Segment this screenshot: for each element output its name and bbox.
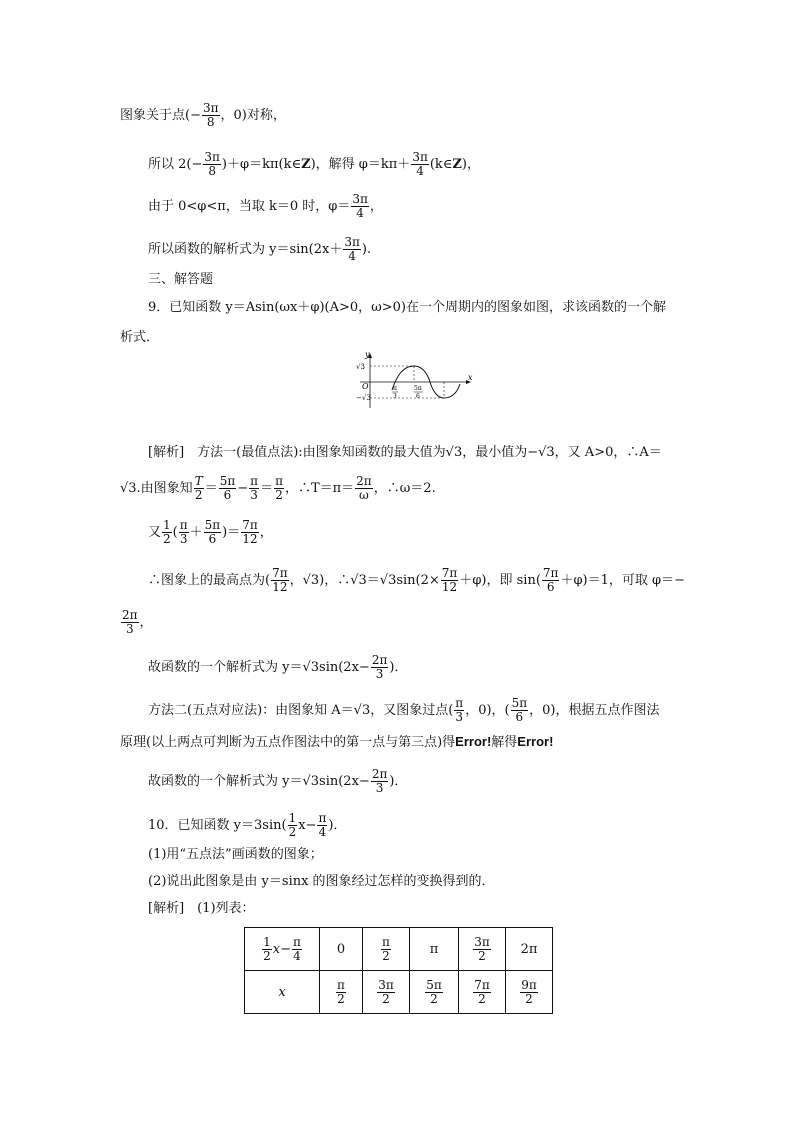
text: )．	[389, 774, 408, 789]
sol-line-3	[148, 519, 273, 546]
x-label: x	[468, 373, 473, 382]
tick-2-num: 5π	[414, 385, 422, 392]
text: 故函数的一个解析式为 y＝√3sin(2x−	[148, 774, 370, 789]
text: −	[237, 481, 249, 496]
sol-line-6	[148, 654, 407, 681]
text: )，	[461, 157, 480, 172]
text: 图象关于点(−	[120, 108, 201, 123]
text: 所以函数的解析式为 y＝sin(2x＋	[148, 242, 343, 257]
fraction	[473, 979, 491, 1006]
text: ，0)对称，	[220, 108, 286, 123]
text: )．	[328, 818, 347, 833]
tick-1-num: π	[393, 385, 397, 392]
den: 3	[250, 488, 258, 502]
num: 7π	[272, 566, 288, 580]
den: 12	[272, 580, 288, 594]
den: 6	[546, 580, 555, 594]
fraction	[203, 151, 221, 178]
table-row	[245, 928, 553, 971]
den: 4	[348, 249, 356, 263]
num: π	[275, 474, 283, 488]
fraction	[121, 609, 139, 636]
question-9-line-1: 9．已知函数 y＝Asin(ωx＋φ)(A>0，ω>0)在一个周期内的图象如图，求该函数的一个解	[148, 300, 666, 315]
text: ，	[259, 525, 273, 540]
den: 6	[515, 710, 524, 724]
num: 7π	[242, 518, 258, 532]
fraction	[473, 936, 491, 963]
line-2	[148, 151, 480, 178]
den: 2	[382, 948, 390, 963]
table-cell	[245, 928, 320, 971]
den: 2	[430, 991, 438, 1006]
tick-1-den: 3	[393, 393, 397, 400]
den: 2	[337, 991, 345, 1006]
num: 3π	[344, 235, 360, 249]
text: ，0)，根据五点作图法	[529, 703, 660, 718]
text: 由于 0<φ<π，当取 k＝0 时，φ＝	[148, 199, 351, 214]
num: π	[292, 934, 301, 949]
num: π	[250, 474, 259, 488]
text: x−	[272, 941, 291, 957]
max-label: √3	[356, 363, 365, 371]
five-point-table	[244, 927, 553, 1014]
text: 原理(以上两点可判断为五点作图法中的第一点与第三点)得	[120, 735, 456, 750]
text: x−	[298, 818, 317, 833]
fraction	[249, 475, 259, 502]
method2-line-3	[148, 768, 407, 795]
text: ，∴T＝π＝	[284, 481, 355, 496]
text: 所以 2(−	[148, 157, 203, 172]
num: T	[194, 474, 203, 488]
num: π	[382, 934, 390, 949]
num: 3π	[204, 150, 220, 164]
table-cell	[363, 928, 410, 971]
num: 5π	[219, 474, 236, 488]
fraction	[520, 979, 538, 1006]
text: 方法二(五点对应法)：由图象知 A＝√3，又图象过点(	[148, 703, 454, 718]
question-10-part-1: (1)用“五点法”画函数的图象；	[148, 847, 323, 862]
method2-line-2	[120, 733, 553, 752]
table-cell	[320, 971, 363, 1014]
den: 2	[478, 991, 486, 1006]
fraction	[343, 236, 361, 263]
question-10-solution: [解析] (1)列表：	[148, 901, 255, 916]
fraction	[511, 697, 529, 724]
num: π	[337, 977, 345, 992]
text: ＝	[260, 481, 274, 496]
num: 3π	[352, 192, 368, 206]
num: 1	[263, 934, 271, 949]
text: 故函数的一个解析式为 y＝√3sin(2x−	[148, 660, 370, 675]
den: 2	[382, 991, 390, 1006]
den: 4	[293, 948, 301, 963]
den: 2	[275, 488, 283, 502]
num: π	[318, 811, 327, 825]
den: 8	[206, 115, 215, 129]
den: 2	[288, 825, 297, 839]
text: 解得	[491, 735, 518, 750]
text: (k∈	[429, 157, 453, 172]
num: 5π	[511, 696, 528, 710]
fraction	[411, 151, 429, 178]
den: 2	[525, 991, 533, 1006]
den: ω	[359, 488, 369, 502]
question-9-line-2: 析式．	[120, 330, 160, 345]
fraction	[336, 979, 346, 1006]
line-1	[120, 102, 286, 129]
text: ＝	[204, 481, 218, 496]
num: 7π	[474, 977, 490, 992]
text: ＋φ)＝1，可取 φ＝−	[560, 573, 686, 588]
num: 9π	[521, 977, 537, 992]
table-cell: π	[410, 928, 459, 971]
den: 12	[242, 532, 258, 546]
den: 4	[318, 825, 327, 839]
text: )，解得 φ＝kπ＋	[310, 157, 411, 172]
num: 2π	[371, 653, 388, 667]
den: 12	[441, 580, 458, 594]
table-cell: 0	[320, 928, 363, 971]
num: 1	[288, 811, 297, 825]
num: 3π	[202, 101, 219, 115]
den: 3	[455, 710, 464, 724]
text: 10．已知函数 y＝3sin(	[148, 818, 287, 833]
fraction	[262, 936, 272, 963]
tick-2-den: 6	[416, 393, 420, 400]
den: 2	[163, 532, 171, 546]
question-10	[148, 812, 346, 839]
text: ，	[139, 615, 153, 630]
section-heading: 三、解答题	[148, 272, 214, 287]
text: 又	[148, 525, 162, 540]
sine-graph	[356, 352, 476, 410]
num: π	[179, 518, 188, 532]
den: 8	[208, 164, 216, 178]
text: Z	[301, 157, 311, 172]
fraction	[179, 519, 189, 546]
line-3	[148, 193, 383, 220]
fraction	[351, 193, 369, 220]
text: √3.由图象知	[120, 481, 193, 496]
num: 3π	[378, 977, 394, 992]
table-cell: 2π	[506, 928, 553, 971]
fraction	[202, 102, 220, 129]
num: π	[455, 696, 464, 710]
text: Z	[452, 157, 462, 172]
fraction	[162, 519, 172, 546]
text: ∴图象上的最高点为(	[148, 573, 271, 588]
den: 2	[194, 488, 203, 502]
text: Error!	[455, 734, 492, 749]
y-label: y	[365, 352, 370, 359]
fraction	[371, 654, 389, 681]
fraction	[219, 475, 237, 502]
question-10-part-2: (2)说出此图象是由 y＝sinx 的图象经过怎样的变换得到的．	[148, 874, 495, 889]
num: 2π	[371, 767, 388, 781]
sol-line-1: [解析] 方法一(最值点法):由图象知函数的最大值为√3，最小值为−√3，又 A>0，∴A＝	[148, 445, 662, 460]
fraction	[441, 567, 459, 594]
fraction	[377, 979, 395, 1006]
den: 2	[478, 948, 486, 963]
fraction	[317, 812, 327, 839]
text: ＋	[189, 525, 203, 540]
den: 4	[416, 164, 424, 178]
num: 3π	[474, 934, 490, 949]
method2-line-1	[148, 697, 659, 724]
text: Error!	[517, 734, 554, 749]
den: 3	[375, 667, 384, 681]
text: ).	[361, 242, 372, 257]
den: 4	[356, 206, 364, 220]
text: )＝	[222, 525, 241, 540]
fraction	[194, 475, 204, 502]
fraction	[381, 936, 391, 963]
line-4	[148, 236, 371, 263]
num: 7π	[542, 566, 559, 580]
text: ，∴ω＝2.	[373, 481, 436, 496]
fraction	[204, 519, 222, 546]
fraction	[355, 475, 373, 502]
sol-line-2	[120, 475, 436, 502]
table-cell	[459, 928, 506, 971]
fraction	[292, 936, 302, 963]
num: 2π	[122, 608, 138, 622]
den: 3	[179, 532, 188, 546]
table-cell	[410, 971, 459, 1014]
fraction	[425, 979, 443, 1006]
text: ，	[369, 199, 383, 214]
den: 3	[375, 781, 384, 795]
fraction	[454, 697, 464, 724]
den: 6	[223, 488, 232, 502]
fraction	[241, 519, 259, 546]
num: 5π	[426, 977, 442, 992]
text: (	[172, 525, 178, 540]
sol-line-4	[148, 567, 685, 594]
text: ，0)，(	[465, 703, 510, 718]
table-cell	[459, 971, 506, 1014]
min-label: −√3	[356, 394, 371, 402]
num: 7π	[441, 566, 458, 580]
table-cell	[506, 971, 553, 1014]
text: )．	[389, 660, 408, 675]
table-cell: x	[245, 971, 320, 1014]
num: 5π	[204, 518, 221, 532]
fraction	[542, 567, 560, 594]
text: ，√3)，∴√3＝√3sin(2×	[289, 573, 440, 588]
num: 3π	[412, 150, 428, 164]
text: )＋φ＝kπ(k∈	[221, 157, 302, 172]
sol-line-5	[120, 609, 153, 636]
den: 6	[208, 532, 217, 546]
table-row	[245, 971, 553, 1014]
text: ＋φ)，即 sin(	[459, 573, 541, 588]
table-cell	[363, 971, 410, 1014]
num: 2π	[356, 474, 372, 488]
den: 3	[125, 622, 134, 636]
den: 2	[263, 948, 271, 963]
fraction	[271, 567, 289, 594]
num: 1	[163, 518, 171, 532]
fraction	[288, 812, 298, 839]
fraction	[274, 475, 284, 502]
origin-label: O	[362, 382, 369, 391]
fraction	[371, 768, 389, 795]
